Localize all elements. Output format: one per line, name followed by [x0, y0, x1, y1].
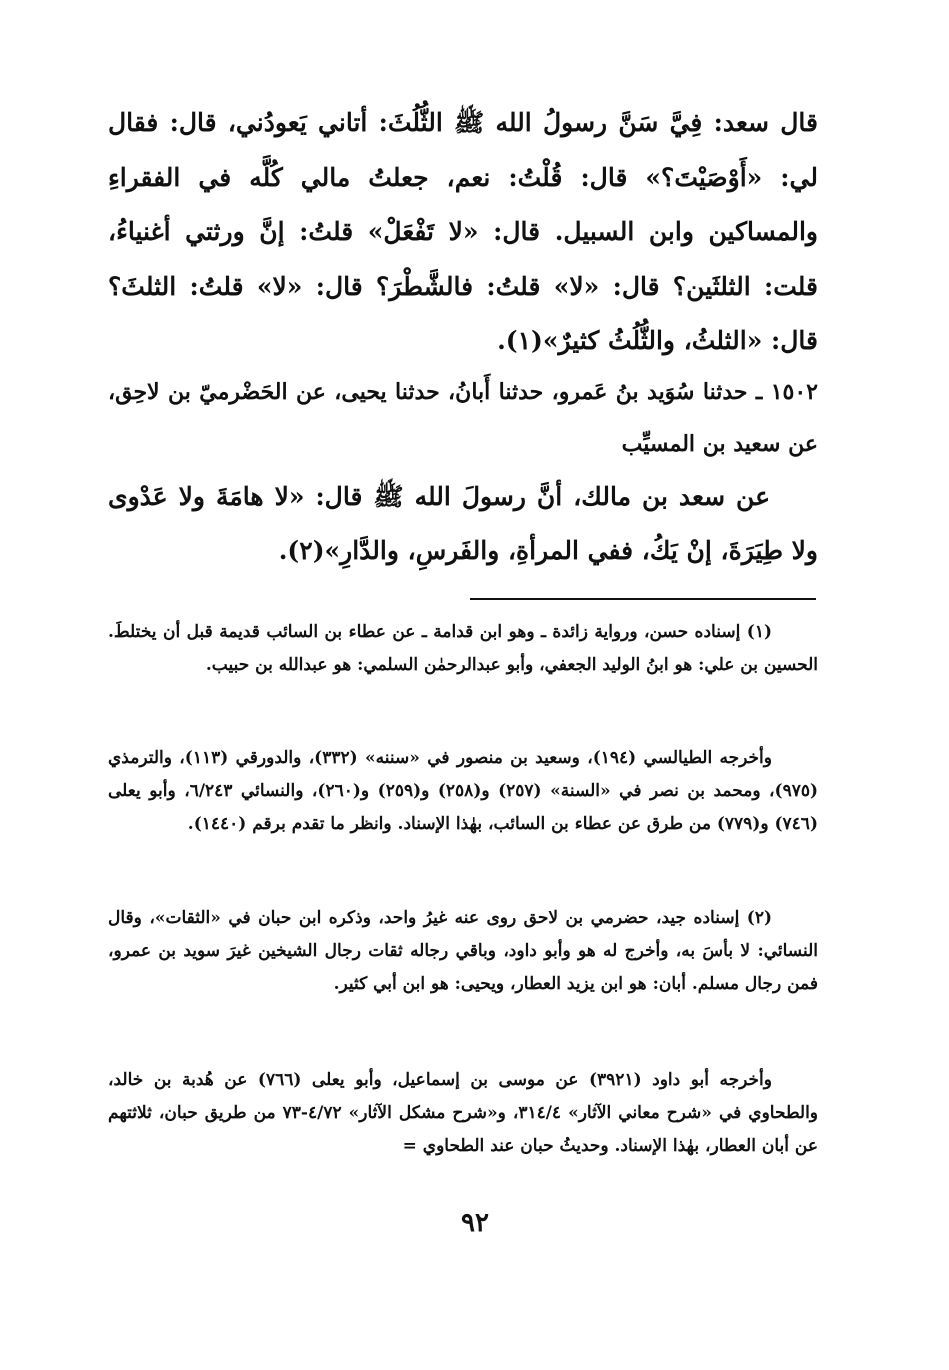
footnote-2-continued: وأخرجه أبو داود (٣٩٢١) عن موسى بن إسماعيل، وأبو يعلى (٧٦٦) عن هُدبة بن خالد، والطحاوي في «شرح معاني الآثار» ٣١٤/٤، و«شرح مشكل الآثار» ٤/٧٢-٧٣ من طريق حبان، ثلاثتهم عن أبان العطار، بهٰذا الإسناد. وحديثُ حبان عند الطحاوي = [108, 1070, 818, 1156]
footnote-2: (٢) إسناده جيد، حضرمي بن لاحق روى عنه غيرُ واحد، وذكره ابن حبان في «الثقات»، وقال النسائي: لا بأسَ به، وأخرج له هو وأبو داود، وباقي رجاله ثقات رجال الشيخين غيرَ سويد بن عمرو، فمن رجال مسلم. أبان: هو ابن يزيد العطار، ويحيى: هو ابن أبي كثير. [108, 908, 818, 994]
main-paragraph-1: قال سعد: فِيَّ سَنَّ رسولُ الله ﷺ الثُّلُثَ: أتاني يَعودُني، قال: فقال لي: «أَوْصَيْتَ؟» قال: قُلْتُ: نعم، جعلتُ مالي كُلَّه في الفقراءِ والمساكين وابن السبيل. قال: «لا تَفْعَلْ» قلتُ: إنَّ ورثتي أغنياءُ، قلت: الثلثَين؟ قال: «لا» قلتُ: فالشَّطْرَ؟ قال: «لا» قلتُ: الثلثَ؟ قال: «الثلثُ، والثُّلُثُ كثيرٌ»(١). [108, 108, 818, 355]
footnote-divider [470, 598, 816, 600]
page-number: ٩٢ [461, 1208, 489, 1238]
footnote-1: (١) إسناده حسن، ورواية زائدة ـ وهو ابن قدامة ـ عن عطاء بن السائب قديمة قبل أن يختلطَ. الحسين بن علي: هو ابنُ الوليد الجعفي، وأبو عبدالرحمٰن السلمي: هو عبدالله بن حبيب. [108, 622, 818, 675]
footnote-1-continued: وأخرجه الطيالسي (١٩٤)، وسعيد بن منصور في «سننه» (٣٣٢)، والدورقي (١١٣)، والترمذي (٩٧٥)، ومحمد بن نصر في «السنة» (٢٥٧) و(٢٥٨) و(٢٥٩) و(٢٦٠)، والنسائي ٦/٢٤٣، وأبو يعلى (٧٤٦) و(٧٧٩) من طرق عن عطاء بن السائب، بهٰذا الإسناد. وانظر ما تقدم برقم (١٤٤٠). [108, 748, 819, 834]
hadith-chain-1502: ١٥٠٢ ـ حدثنا سُوَيد بنُ عَمرو، حدثنا أَبانُ، حدثنا يحيى، عن الحَضْرميّ بن لاحِق، عن سعيد بن المسيِّب [108, 379, 818, 457]
hadith-text-1502: عن سعد بن مالك، أنَّ رسولَ الله ﷺ قال: «لا هامَةَ ولا عَدْوى ولا طِيَرَةَ، إنْ يَكُ، ففي المرأةِ، والفَرسِ، والدَّارِ»(٢). [108, 482, 818, 565]
